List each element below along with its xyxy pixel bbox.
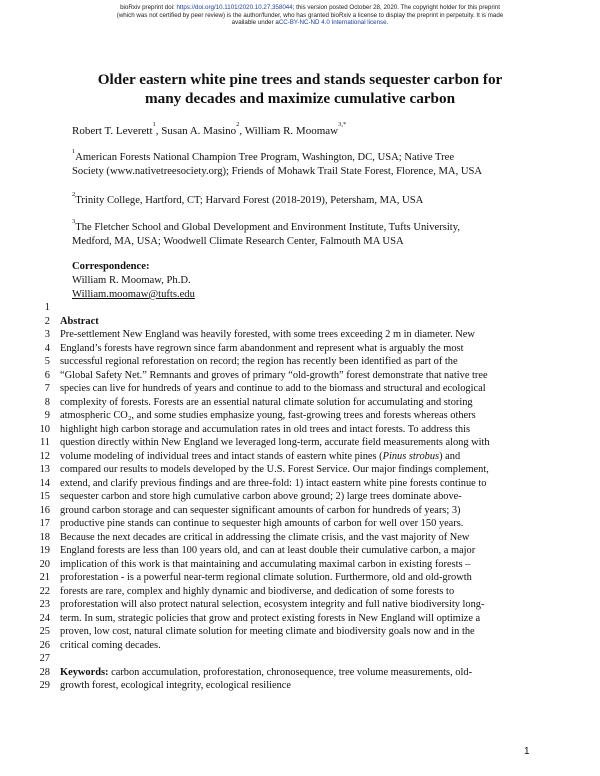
- numbered-line: [0, 450, 600, 464]
- species-name: Pinus strobus: [382, 450, 440, 462]
- line-text: compared our results to models developed by the U.S. Forest Service. Our major findings complement,: [60, 464, 489, 475]
- numbered-line: [0, 517, 600, 531]
- numbered-line: [0, 504, 600, 518]
- numbered-line: [0, 598, 600, 612]
- numbered-line: [0, 639, 600, 653]
- notice-line-1: bioRxiv preprint doi: https://doi.org/10.1101/2020.10.27.358044; this version posted October 28, 2020. The copyright holder for this preprint: [120, 4, 500, 11]
- line-number: 21: [39, 572, 50, 583]
- line-number: 20: [39, 558, 50, 570]
- numbered-line: [0, 409, 600, 423]
- line-text: ground carbon storage and can sequester significant amounts of carbon for hundreds of years; 3): [60, 504, 461, 516]
- line-number: 11: [39, 437, 50, 448]
- line-text: [60, 666, 472, 680]
- abstract-section: [0, 301, 600, 693]
- line-number: 13: [39, 464, 50, 475]
- numbered-line: [0, 652, 600, 666]
- line-number: 29: [39, 680, 50, 691]
- title-line-1: Older eastern white pine trees and stands sequester carbon for: [97, 71, 503, 88]
- line-number: 19: [39, 545, 50, 556]
- line-number: 28: [39, 666, 50, 678]
- line-text: question directly within New England we leveraged long-term, accurate field measurements along with: [60, 437, 490, 448]
- line-number: 8: [44, 396, 50, 408]
- line-number: 22: [39, 585, 50, 597]
- numbered-line: [0, 423, 600, 437]
- numbered-line: [0, 369, 600, 383]
- line-text: proforestation will also protect natural selection, ecosystem integrity and full native biodiversity long-: [60, 599, 485, 610]
- numbered-line: [0, 612, 600, 626]
- line-text: England forests are less than 100 years old, and can at least double their cumulative carbon, a major: [60, 545, 476, 556]
- numbered-line: [0, 585, 600, 599]
- line-text: productive pine stands can continue to sequester high amounts of carbon for well over 150 years.: [60, 518, 464, 529]
- numbered-line: [0, 396, 600, 410]
- notice-line-2: (which was not certified by peer review) is the author/funder, who has granted bioRxiv a license to display the preprint in perpetuity. It is made: [116, 11, 504, 19]
- doi-link[interactable]: https://doi.org/10.1101/2020.10.27.358044: [176, 4, 293, 11]
- line-text: England’s forests have regrown since farm abandonment and represent what is arguably the most: [60, 342, 464, 354]
- numbered-line: [0, 315, 600, 329]
- abstract-heading: Abstract: [60, 315, 99, 327]
- numbered-line: [0, 477, 600, 491]
- line-text: implication of this work is that maintaining and accumulating maximal carbon in existing forests –: [60, 558, 471, 570]
- author-name: William R. Moomaw: [244, 125, 339, 137]
- line-text: extend, and clarify previous findings and are three-fold: 1) intact eastern white pine forests continue to: [60, 477, 487, 489]
- line-number: 2: [44, 315, 50, 327]
- numbered-line: [0, 571, 600, 585]
- line-number: 4: [44, 342, 50, 354]
- line-number: 1: [44, 302, 50, 313]
- numbered-line: [0, 531, 600, 545]
- numbered-line: [0, 666, 600, 680]
- author-affil-mark: 1: [152, 121, 156, 128]
- keywords-text: carbon accumulation, proforestation, chronosequence, tree volume measurements, old-: [111, 666, 473, 678]
- author-name: Susan A. Masino: [161, 125, 237, 137]
- line-number: 14: [39, 477, 50, 489]
- notice-line-3: available under aCC-BY-NC-ND 4.0 International license.: [231, 19, 389, 27]
- author-list: Robert T. Leverett$^1$, Susan A. Masino$^2$, William R. Moomaw$^{3,*}$: [72, 121, 347, 137]
- line-text: critical coming decades.: [60, 639, 161, 651]
- numbered-line: [0, 328, 600, 342]
- correspondence-block: [72, 260, 195, 302]
- numbered-line: [0, 382, 600, 396]
- line-number: 24: [39, 612, 50, 624]
- line-text: Because the next decades are critical in addressing the climate crisis, and the vast majority of New: [60, 531, 470, 543]
- title-line-2: many decades and maximize cumulative carbon: [144, 90, 456, 107]
- line-text: “Global Safety Net.” Remnants and groves of primary “old-growth” forest demonstrate that native tree: [60, 369, 488, 381]
- line-number: 26: [39, 639, 50, 651]
- line-number: 7: [44, 383, 50, 394]
- line-text: forests are rare, complex and highly dynamic and biodiverse, and dedication of some forests to: [60, 585, 455, 597]
- line-number: 12: [39, 450, 50, 462]
- line-text: sequester carbon and store high cumulative carbon above ground; 2) large trees dominate above-: [60, 491, 462, 502]
- numbered-line: [0, 355, 600, 369]
- numbered-line: [0, 463, 600, 477]
- page-number: 1: [524, 746, 530, 757]
- license-link[interactable]: CC-BY-NC-ND 4.0 International license: [278, 19, 387, 27]
- line-number: 6: [44, 369, 50, 381]
- line-number: 25: [39, 626, 50, 637]
- line-number: 10: [39, 423, 50, 435]
- line-text: growth forest, ecological integrity, ecological resilience: [60, 680, 292, 691]
- line-number: 15: [39, 491, 50, 502]
- affiliation-3: $^3$The Fletcher School and Global Development and Environment Institute, Tufts University, Medford, MA, USA; Woodwell Climate Research Center, Falmouth MA USA: [72, 218, 460, 247]
- line-text: Pre-settlement New England was heavily forested, with some trees exceeding 2 m in diameter. New: [60, 329, 475, 340]
- line-text: proven, low cost, natural climate solution for meeting climate and biodiversity goals now and in the: [60, 626, 475, 637]
- line-text: complexity of forests. Forests are an essential natural climate solution for accumulating and storing: [60, 396, 473, 408]
- correspondence-name: William R. Moomaw, Ph.D.: [72, 275, 191, 286]
- line-text: term. In sum, strategic policies that grow and protect existing forests in New England will optimize a: [60, 612, 481, 624]
- line-text: volume modeling of individual trees and intact stands of eastern white pines (Pinus strobus) and: [60, 450, 461, 462]
- numbered-line: [0, 679, 600, 693]
- keywords-label: Keywords:: [60, 666, 109, 678]
- author-affil-mark: 2: [236, 121, 240, 128]
- line-text: atmospheric CO₂, and some studies emphasize young, fast-growing trees and forests whereas others: [60, 410, 476, 421]
- correspondence-heading: Correspondence:: [72, 261, 150, 272]
- numbered-line: [0, 544, 600, 558]
- preprint-notice: [92, 4, 528, 27]
- line-number: 23: [39, 599, 50, 610]
- affiliation-1: $^1$American Forests National Champion Tree Program, Washington, DC, USA; Native Tree Society (www.nativetreesociety.org); Friends of Mohawk Trail State Forest, Florence, MA, USA: [72, 148, 483, 177]
- line-number: 5: [44, 356, 50, 367]
- line-number: 17: [39, 518, 50, 529]
- line-number: 9: [44, 410, 50, 421]
- paper-title: [60, 70, 540, 108]
- numbered-line: [0, 625, 600, 639]
- line-number: 27: [39, 653, 50, 664]
- author-affil-mark: 3,*: [338, 121, 347, 128]
- line-text: proforestation - is a powerful near-term regional climate solution. Furthermore, old and old-growth: [60, 572, 472, 583]
- affiliation-2: $^2$Trinity College, Hartford, CT; Harvard Forest (2018-2019), Petersham, MA, USA: [72, 191, 424, 206]
- line-number: 18: [39, 531, 50, 543]
- numbered-line: [0, 342, 600, 356]
- line-number: 3: [44, 329, 50, 340]
- line-text: species can live for hundreds of years and continue to add to the biomass and structural and ecological: [60, 383, 486, 394]
- numbered-line: [0, 436, 600, 450]
- line-text: successful regional reforestation on record; the region has recently been identified as part of the: [60, 356, 458, 367]
- line-number: 16: [39, 504, 50, 516]
- numbered-line: [0, 490, 600, 504]
- line-text: highlight high carbon storage and accumulation rates in old trees and intact forests. To address this: [60, 423, 470, 435]
- correspondence-email[interactable]: William.moomaw@tufts.edu: [72, 289, 195, 300]
- author-name: Robert T. Leverett: [72, 125, 153, 137]
- numbered-line: [0, 301, 600, 315]
- numbered-line: [0, 558, 600, 572]
